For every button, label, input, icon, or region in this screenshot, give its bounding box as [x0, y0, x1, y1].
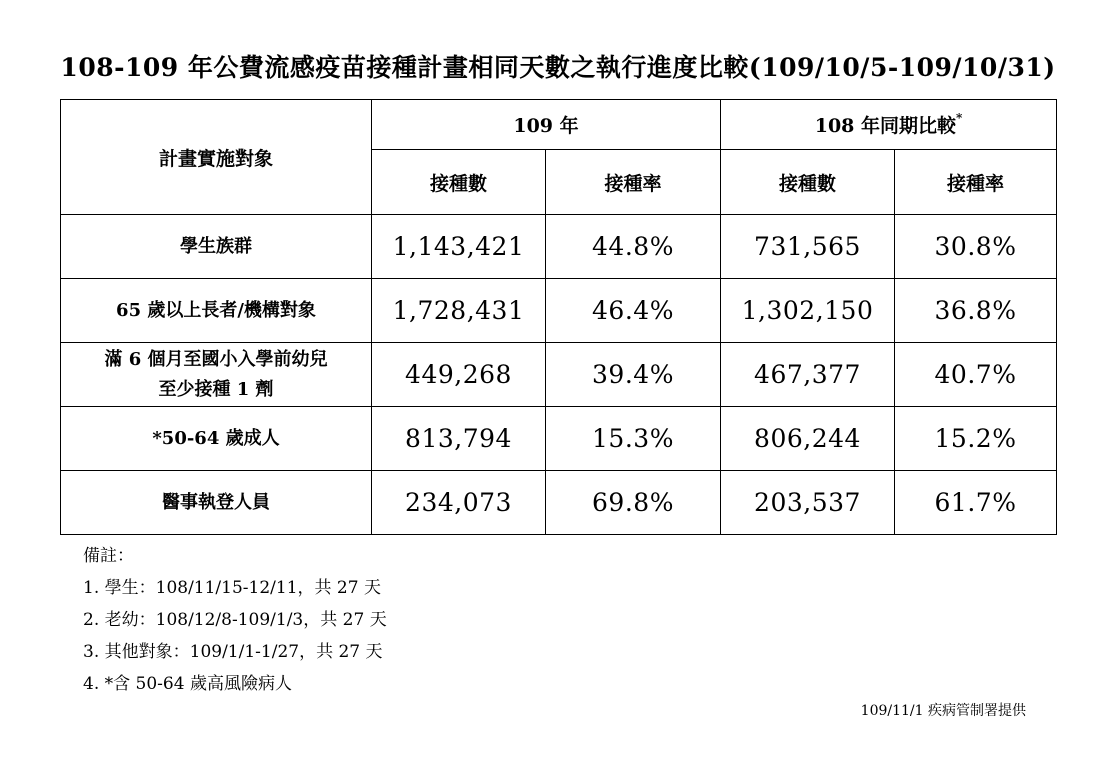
row-label-line1: 滿 6 個月至國小入學前幼兒 [104, 348, 328, 370]
cell-count-109: 234,073 [372, 471, 546, 535]
notes-heading: 備註： [83, 546, 134, 566]
cell-rate-108: 61.7% [895, 471, 1057, 535]
cell-rate-108: 40.7% [895, 343, 1057, 407]
table-row [61, 215, 1057, 279]
header-rate-109: 接種率 [546, 150, 721, 215]
cell-rate-109: 15.3% [546, 407, 721, 471]
notes-section [83, 540, 387, 700]
cell-count-108: 203,537 [721, 471, 895, 535]
row-label: *50-64 歲成人 [61, 407, 372, 471]
note-item: 2. 老幼：108/12/8-109/1/3，共 27 天 [83, 610, 387, 630]
cell-count-108: 467,377 [721, 343, 895, 407]
row-label: 醫事執登人員 [61, 471, 372, 535]
cell-rate-108: 15.2% [895, 407, 1057, 471]
row-label: 65 歲以上長者/機構對象 [61, 279, 372, 343]
header-target: 計畫實施對象 [61, 100, 372, 215]
vaccination-table [60, 99, 1057, 535]
cell-rate-108: 36.8% [895, 279, 1057, 343]
row-label: 學生族群 [61, 215, 372, 279]
header-rate-108: 接種率 [895, 150, 1057, 215]
cell-count-108: 1,302,150 [721, 279, 895, 343]
row-label-line2: 至少接種 1 劑 [158, 378, 274, 400]
header-count-109: 接種數 [372, 150, 546, 215]
header-count-108: 接種數 [721, 150, 895, 215]
page-title: 108-109 年公費流感疫苗接種計畫相同天數之執行進度比較(109/10/5-109/10/31) [60, 53, 1056, 82]
table-row [61, 279, 1057, 343]
table-row [61, 343, 1057, 407]
table-row [61, 471, 1057, 535]
cell-rate-108: 30.8% [895, 215, 1057, 279]
cell-count-108: 806,244 [721, 407, 895, 471]
header-group-109: 109 年 [372, 100, 721, 150]
cell-count-109: 813,794 [372, 407, 546, 471]
cell-rate-109: 69.8% [546, 471, 721, 535]
cell-rate-109: 46.4% [546, 279, 721, 343]
note-item: 3. 其他對象：109/1/1-1/27，共 27 天 [83, 642, 383, 662]
cell-count-109: 449,268 [372, 343, 546, 407]
note-item: 4. *含 50-64 歲高風險病人 [83, 674, 292, 694]
cell-rate-109: 44.8% [546, 215, 721, 279]
cell-count-108: 731,565 [721, 215, 895, 279]
row-label [61, 343, 372, 407]
cell-count-109: 1,728,431 [372, 279, 546, 343]
table-row [61, 407, 1057, 471]
cell-rate-109: 39.4% [546, 343, 721, 407]
note-item: 1. 學生：108/11/15-12/11，共 27 天 [83, 578, 381, 598]
header-group-108: 108 年同期比較* [721, 100, 1057, 150]
cell-count-109: 1,143,421 [372, 215, 546, 279]
footnote-mark: * [956, 110, 963, 125]
source-footer: 109/11/1 疾病管制署提供 [860, 703, 1026, 719]
